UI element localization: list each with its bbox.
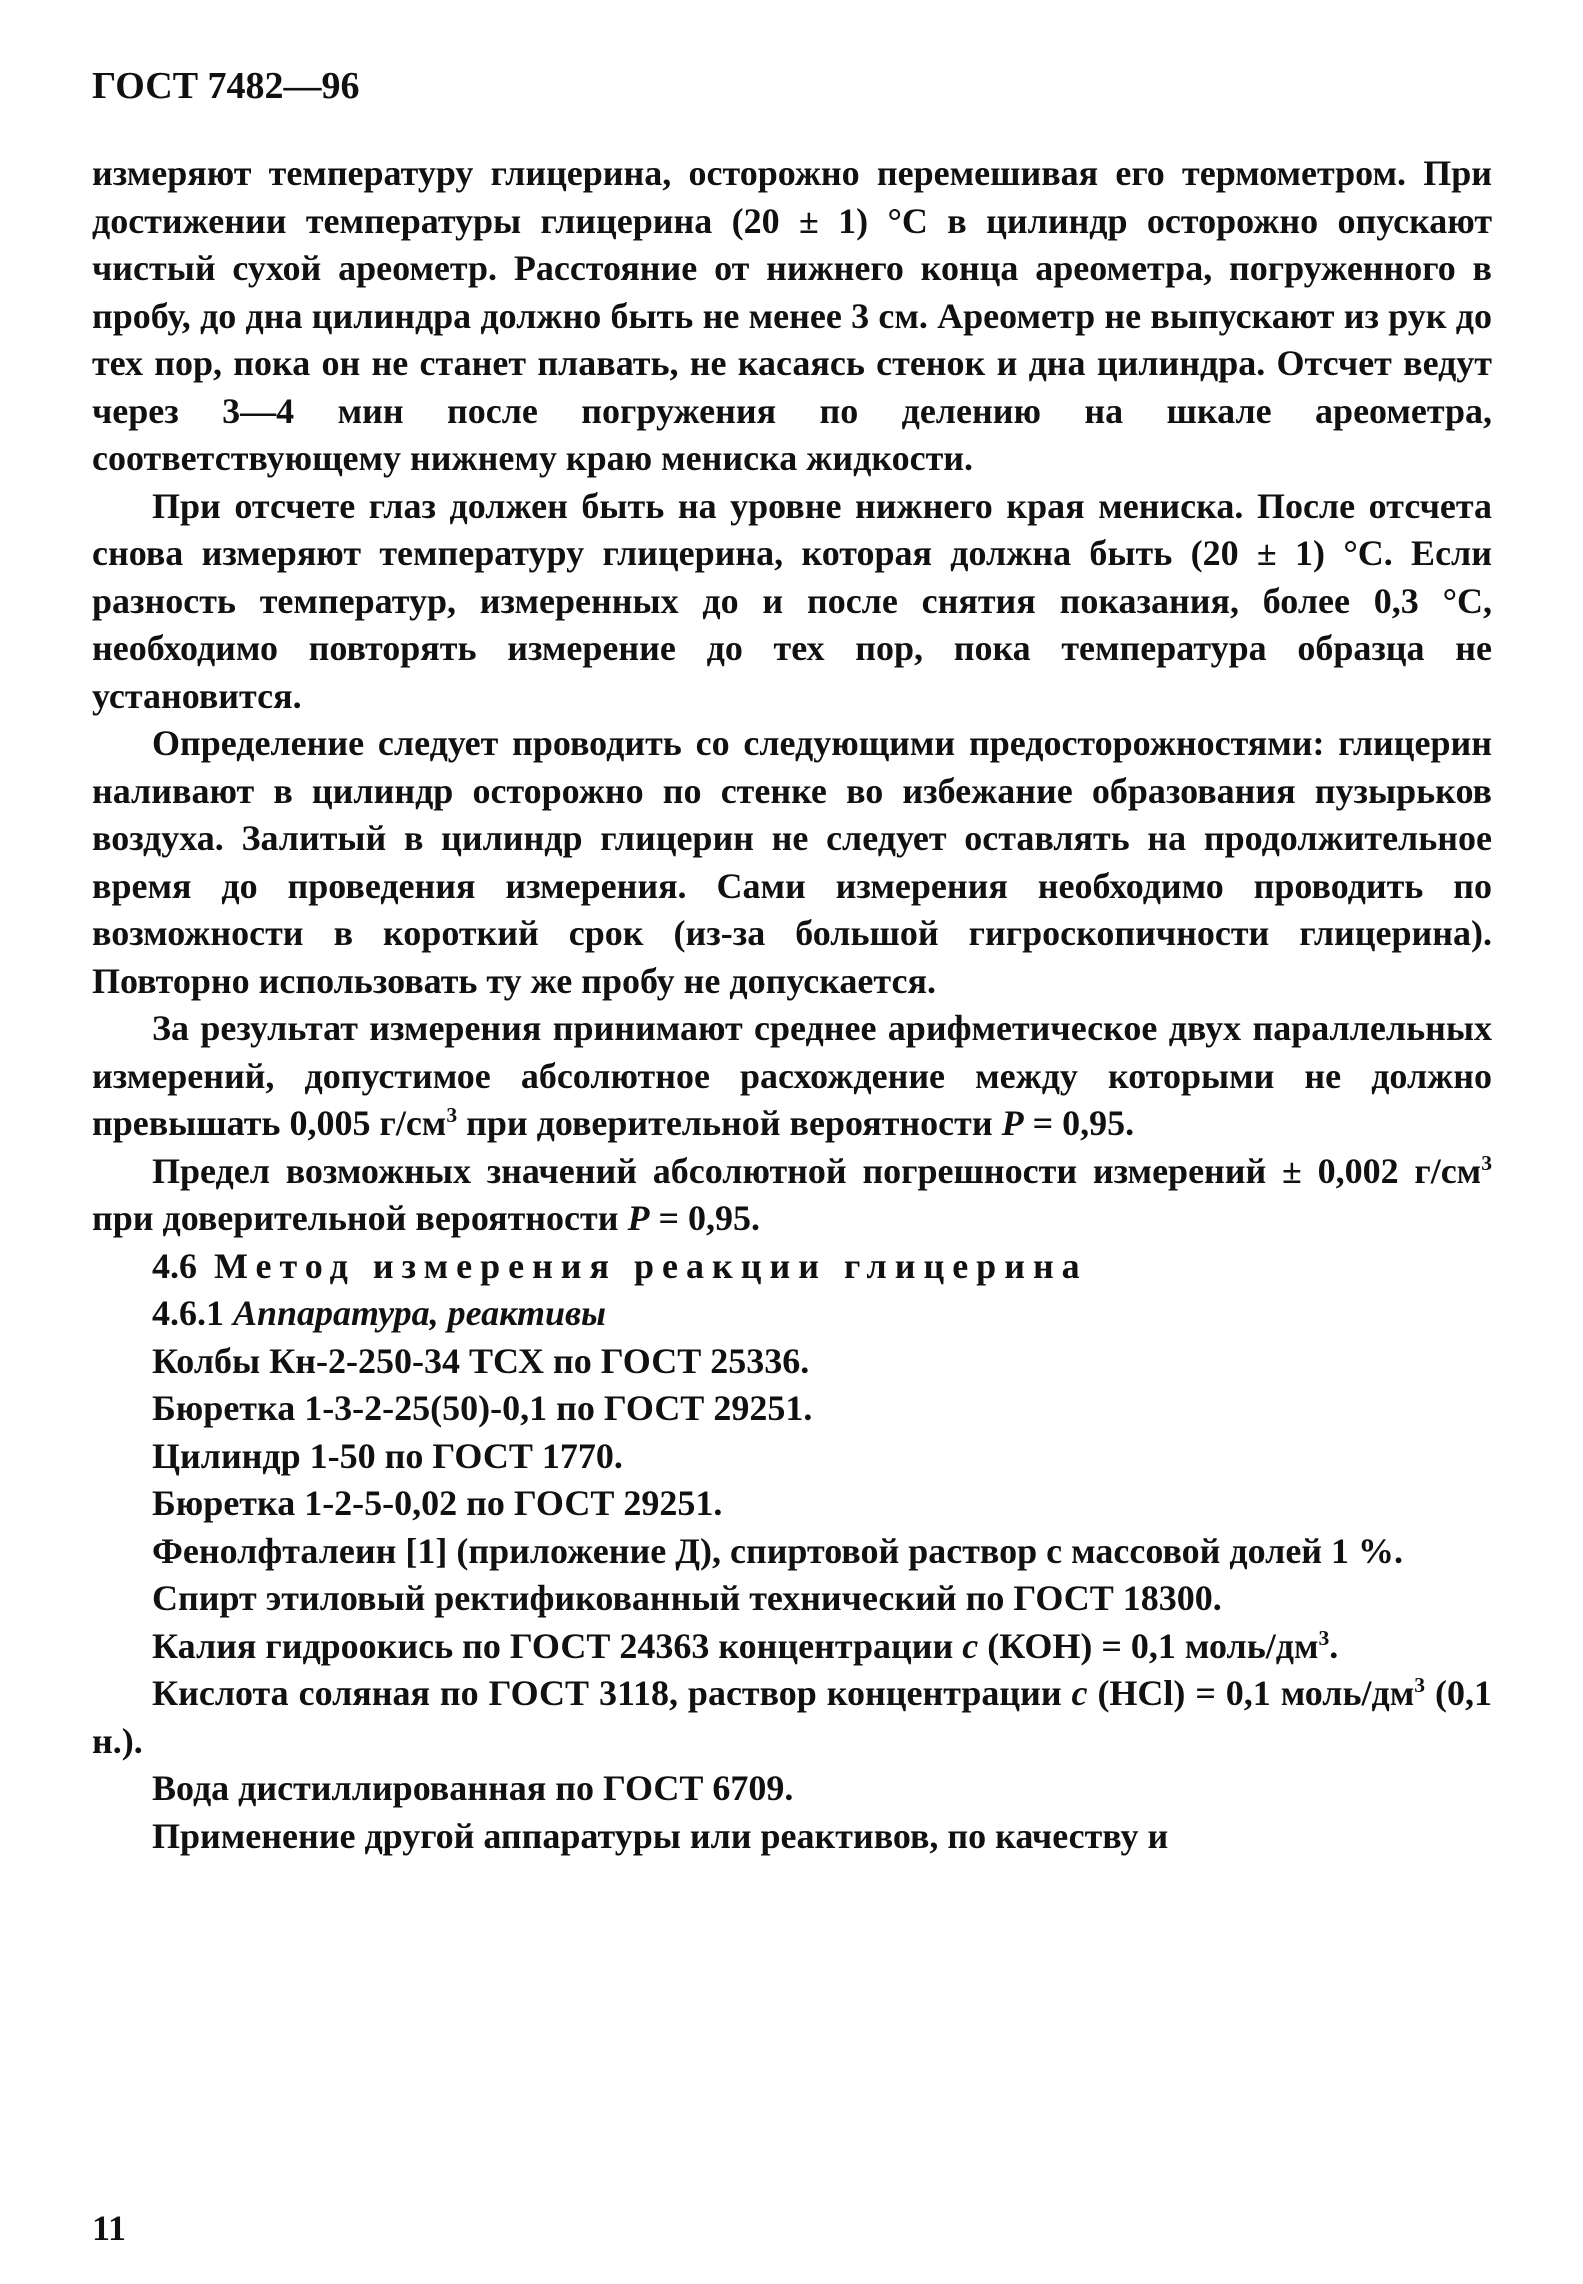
error-text-post: = 0,95. bbox=[649, 1198, 760, 1238]
unit-superscript: 3 bbox=[446, 1103, 458, 1127]
subsection-title: Аппаратура, реактивы bbox=[233, 1293, 607, 1333]
list-item-koh bbox=[92, 1623, 1492, 1671]
document-header: ГОСТ 7482—96 bbox=[92, 65, 360, 107]
probability-variable: P bbox=[627, 1198, 650, 1238]
result-text-post: = 0,95. bbox=[1023, 1103, 1135, 1143]
hcl-text-post: (0,1 н.). bbox=[92, 1673, 1492, 1761]
paragraph-result bbox=[92, 1005, 1492, 1148]
list-item-water: Вода дистиллированная по ГОСТ 6709. bbox=[152, 1768, 794, 1808]
list-item: Бюретка 1-2-5-0,02 по ГОСТ 29251. bbox=[152, 1483, 723, 1523]
subsection-heading bbox=[92, 1290, 1492, 1338]
paragraph-measurement-procedure: измеряют температуру глицерина, осторожно перемешивая его термометром. При достижении температуры глицерина (20 ± 1) °С в цилиндр осторожно опускают чистый сухой ареометр. Расстояние от нижнего конца ареометра, погруженного в пробу, до дна цилиндра должно быть не менее 3 см. Ареометр не выпускают из рук до тех пор, пока он не станет плавать, не касаясь стенок и дна цилиндра. Отсчет ведут через 3—4 мин после погружения по делению на шкале ареометра, соответствующему нижнему краю мениска жидкости. bbox=[92, 153, 1492, 478]
koh-text-post: . bbox=[1329, 1625, 1339, 1666]
list-item: Цилиндр 1-50 по ГОСТ 1770. bbox=[152, 1435, 623, 1476]
probability-variable: P bbox=[1001, 1103, 1024, 1143]
list-item-hcl bbox=[92, 1670, 1492, 1765]
section-title: Метод измерения реакции глицерина bbox=[214, 1245, 1088, 1286]
paragraph-reading-meniscus: При отсчете глаз должен быть на уровне нижнего края мениска. После отсчета снова измеряют температуру глицерина, которая должна быть (20 ± 1) °С. Если разность температур, измеренных до и после снятия показания, более 0,3 °С, необходимо повторять измерение до тех пор, пока температура образца не установится. bbox=[92, 485, 1492, 716]
list-item-ethanol: Спирт этиловый ректификованный технический по ГОСТ 18300. bbox=[152, 1578, 1222, 1618]
unit-superscript: 3 bbox=[1481, 1150, 1492, 1175]
paragraph-precautions: Определение следует проводить со следующими предосторожностями: глицерин наливают в цилиндр осторожно по стенке во избежание образования пузырьков воздуха. Залитый в цилиндр глицерин не следует оставлять на продолжительное время до проведения измерения. Сами измерения необходимо проводить по возможности в короткий срок (из-за большой гигроскопичности глицерина). Повторно использовать ту же пробу не допускается. bbox=[92, 723, 1492, 1001]
koh-text-mid: (КОН) = 0,1 моль/дм bbox=[978, 1625, 1319, 1666]
list-item: Бюретка 1-3-2-25(50)-0,1 по ГОСТ 29251. bbox=[152, 1388, 813, 1428]
koh-text-pre: Калия гидроокись по ГОСТ 24363 концентрации bbox=[152, 1625, 963, 1666]
hcl-text-pre: Кислота соляная по ГОСТ 3118, раствор концентрации bbox=[152, 1673, 1072, 1713]
hcl-text-mid: (НСl) = 0,1 моль/дм bbox=[1087, 1673, 1415, 1713]
subsection-number: 4.6.1 bbox=[152, 1293, 224, 1333]
document-page bbox=[92, 62, 1492, 1860]
page-number: 11 bbox=[92, 2208, 127, 2248]
concentration-variable: с bbox=[962, 1625, 979, 1666]
error-text-mid: при доверительной вероятности bbox=[92, 1198, 628, 1238]
result-text-mid: при доверительной вероятности bbox=[457, 1103, 1002, 1143]
list-item: Колбы Кн-2-250-34 ТСХ по ГОСТ 25336. bbox=[152, 1340, 810, 1381]
paragraph-error-limit bbox=[92, 1148, 1492, 1243]
concentration-variable: с bbox=[1071, 1673, 1088, 1713]
error-text-pre: Предел возможных значений абсолютной погрешности измерений ± 0,002 г/см bbox=[152, 1150, 1482, 1191]
paragraph-alternative-apparatus: Применение другой аппаратуры или реактивов, по качеству и bbox=[152, 1815, 1169, 1856]
list-item-phenolphthalein: Фенолфталеин [1] (приложение Д), спиртовой раствор с массовой долей 1 %. bbox=[152, 1530, 1404, 1571]
unit-superscript: 3 bbox=[1318, 1625, 1330, 1650]
section-number: 4.6 bbox=[152, 1245, 197, 1286]
section-heading bbox=[92, 1243, 1492, 1291]
unit-superscript: 3 bbox=[1414, 1673, 1426, 1697]
result-text-pre: За результат измерения принимают среднее арифметическое двух параллельных измерений, допустимое абсолютное расхождение между которыми не должно превышать 0,005 г/см bbox=[92, 1008, 1492, 1143]
